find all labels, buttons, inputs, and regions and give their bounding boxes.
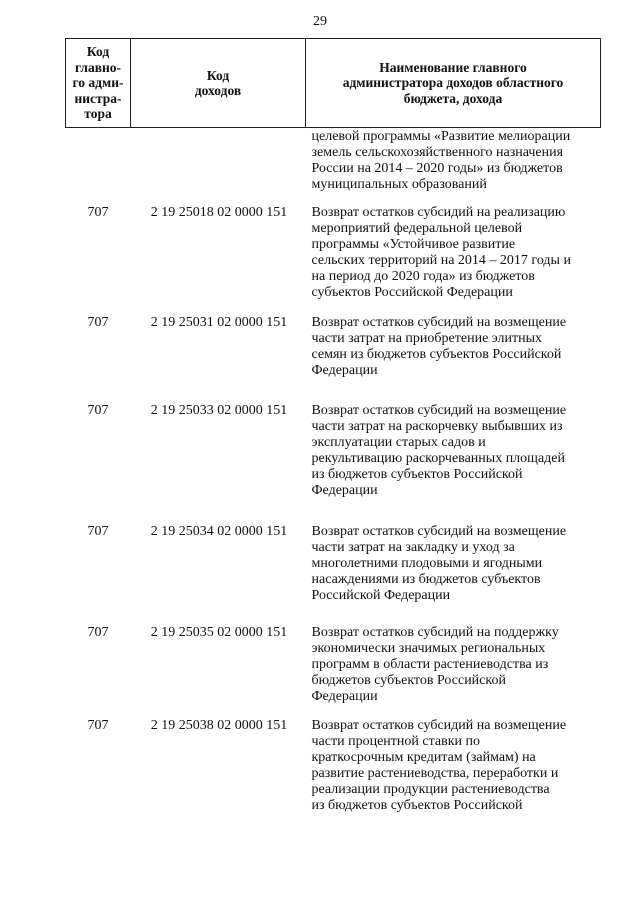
table-row [66,193,601,301]
name-line: сельских территорий на 2014 – 2017 годы и [311,253,571,268]
header-admin-code-line: Код [86,44,110,60]
cell-name [306,301,601,379]
cell-name [306,379,601,499]
header-income-code [131,39,306,128]
table-row [66,705,601,814]
header-admin-code-line: нистра- [74,90,122,106]
cell-name [306,604,601,705]
cell-code: 2 19 25031 02 0000 151 [150,315,288,330]
name-line: Российской Федерации [311,588,451,603]
name-line: многолетними плодовыми и ягодными [311,556,543,571]
header-name-line: Наименование главного [379,59,527,75]
name-line: реализации продукции растениеводства [311,782,550,797]
cell-admin: 707 [87,718,109,733]
name-line: Возврат остатков субсидий на возмещение [311,315,567,330]
name-line: из бюджетов субъектов Российской [311,798,523,813]
cell-name [306,499,601,604]
cell-code: 2 19 25035 02 0000 151 [150,625,288,640]
header-admin-code [66,39,131,128]
header-name [306,39,601,128]
cell-code: 2 19 25033 02 0000 151 [150,403,288,418]
header-admin-code-line: го адми- [72,75,124,91]
name-line: Возврат остатков субсидий на поддержку [311,625,559,640]
name-line: части затрат на приобретение элитных [311,331,543,346]
name-line: семян из бюджетов субъектов Российской [311,347,562,362]
cell-code [131,128,306,194]
name-line: краткосрочным кредитам (займам) на [311,750,536,765]
name-line: Возврат остатков субсидий на возмещение [311,718,567,733]
name-line: развитие растениеводства, переработки и [311,766,559,781]
cell-code: 2 19 25018 02 0000 151 [150,205,288,220]
name-line: муниципальных образований [311,177,487,192]
name-line: части процентной ставки по [311,734,480,749]
name-line: на период до 2020 года» из бюджетов [311,269,535,284]
name-line: части затрат на раскорчевку выбывших из [311,419,563,434]
name-line: мероприятий федеральной целевой [311,221,523,236]
name-line: экономически значимых региональных [311,641,546,656]
name-line: России на 2014 – 2020 годы» из бюджетов [311,161,563,176]
table-row [66,379,601,499]
header-name-line: бюджета, дохода [403,90,503,106]
page-number: 29 [313,14,327,29]
name-line: программ в области растениеводства из [311,657,549,672]
cell-name [306,705,601,814]
header-admin-code-line: главно- [74,59,122,75]
name-line: из бюджетов субъектов Российской [311,467,523,482]
header-admin-code-line: тора [84,106,112,122]
income-codes-table [65,38,601,814]
name-line: программы «Устойчивое развитие [311,237,516,252]
cell-code: 2 19 25034 02 0000 151 [150,524,288,539]
header-name-line: администратора доходов областного [342,75,564,91]
cell-admin: 707 [87,625,109,640]
table-row [66,604,601,705]
name-line: Возврат остатков субсидий на возмещение [311,403,567,418]
name-line: земель сельскохозяйственного назначения [311,145,564,160]
cell-name [306,193,601,301]
cell-admin [66,128,131,194]
cell-name [306,128,601,194]
header-income-code-line: доходов [194,83,242,98]
cell-admin: 707 [87,315,109,330]
cell-code: 2 19 25038 02 0000 151 [150,718,288,733]
name-line: Возврат остатков субсидий на возмещение [311,524,567,539]
name-line: эксплуатации старых садов и [311,435,486,450]
table-row [66,499,601,604]
name-line: насаждениями из бюджетов субъектов [311,572,541,587]
cell-admin: 707 [87,403,109,418]
name-line: субъектов Российской Федерации [311,285,513,300]
name-line: Федерации [311,689,378,704]
table-row-continuation [66,128,601,194]
table-row [66,301,601,379]
name-line: целевой программы «Развитие мелиорации [311,129,571,144]
table-header-row [66,39,601,128]
cell-admin: 707 [87,205,109,220]
name-line: части затрат на закладку и уход за [311,540,515,555]
header-income-code-line: Код [206,67,230,83]
name-line: Федерации [311,363,378,378]
name-line: Федерации [311,483,378,498]
name-line: Возврат остатков субсидий на реализацию [311,205,566,220]
name-line: бюджетов субъектов Российской [311,673,506,688]
cell-admin: 707 [87,524,109,539]
name-line: рекультивацию раскорчеванных площадей [311,451,565,466]
